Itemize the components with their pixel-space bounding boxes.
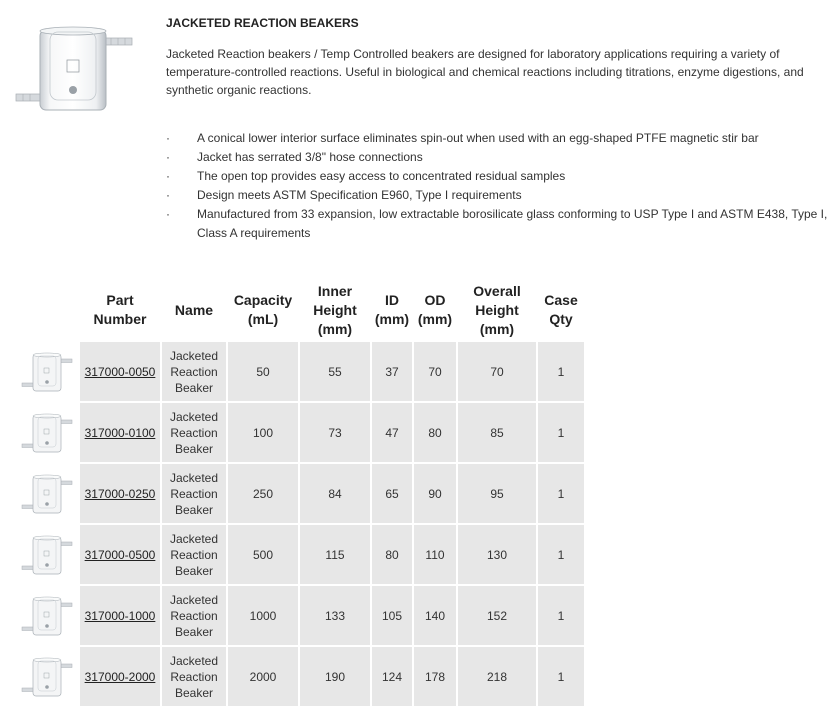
bullet-icon: · [166, 169, 170, 183]
od-cell: 90 [414, 464, 456, 523]
feature-text: A conical lower interior surface eliminates spin-out when used with an egg-shaped PTFE magnetic stir bar [197, 131, 759, 145]
beaker-thumbnail[interactable] [21, 532, 73, 578]
part-number-cell [80, 586, 160, 645]
capacity-cell: 250 [228, 464, 298, 523]
inner-height-cell: 115 [300, 525, 370, 584]
product-title: JACKETED REACTION BEAKERS [166, 16, 359, 30]
beaker-thumbnail[interactable] [21, 471, 73, 517]
bullet-icon: · [166, 150, 170, 164]
table-row [16, 342, 584, 401]
case-qty-cell: 1 [538, 647, 584, 706]
capacity-cell: 100 [228, 403, 298, 462]
spec-table [14, 278, 586, 708]
od-cell: 178 [414, 647, 456, 706]
overall-height-cell: 130 [458, 525, 536, 584]
part-number-cell [80, 647, 160, 706]
part-number-link[interactable]: 317000-2000 [84, 669, 156, 684]
overall-height-cell: 95 [458, 464, 536, 523]
part-number-link[interactable]: 317000-0500 [84, 547, 156, 562]
name-cell: Jacketed Reaction Beaker [162, 464, 226, 523]
table-row [16, 586, 584, 645]
beaker-thumbnail[interactable] [21, 654, 73, 700]
row-image-cell [16, 403, 78, 462]
beaker-product-image [14, 18, 134, 118]
header-part-number: Part Number [80, 280, 160, 340]
capacity-cell: 500 [228, 525, 298, 584]
id-cell: 47 [372, 403, 412, 462]
feature-text: Design meets ASTM Specification E960, Type I requirements [197, 188, 522, 202]
row-image-cell [16, 464, 78, 523]
product-description: Jacketed Reaction beakers / Temp Controlled beakers are designed for laboratory applications requiring a variety of temperature-controlled reactions. Useful in biological and chemical reactions including titrations, enzyme digestions, and synthetic organic reactions. [166, 47, 804, 97]
row-image-cell [16, 586, 78, 645]
header-name: Name [162, 280, 226, 340]
row-image-cell [16, 525, 78, 584]
name-cell: Jacketed Reaction Beaker [162, 342, 226, 401]
overall-height-cell: 218 [458, 647, 536, 706]
od-cell: 110 [414, 525, 456, 584]
inner-height-cell: 73 [300, 403, 370, 462]
beaker-thumbnail[interactable] [21, 410, 73, 456]
inner-height-cell: 55 [300, 342, 370, 401]
row-image-cell [16, 342, 78, 401]
overall-height-cell: 152 [458, 586, 536, 645]
table-header-row [16, 280, 584, 340]
id-cell: 105 [372, 586, 412, 645]
table-row [16, 525, 584, 584]
part-number-cell [80, 403, 160, 462]
case-qty-cell: 1 [538, 525, 584, 584]
bullet-icon: · [166, 207, 170, 221]
table-row [16, 647, 584, 706]
feature-item [166, 205, 830, 243]
case-qty-cell: 1 [538, 464, 584, 523]
overall-height-cell: 85 [458, 403, 536, 462]
inner-height-cell: 133 [300, 586, 370, 645]
header-capacity: Capacity (mL) [228, 280, 298, 340]
table-row [16, 403, 584, 462]
beaker-thumbnail[interactable] [21, 593, 73, 639]
part-number-link[interactable]: 317000-0050 [84, 364, 156, 379]
id-cell: 37 [372, 342, 412, 401]
part-number-cell [80, 525, 160, 584]
od-cell: 70 [414, 342, 456, 401]
header-overall-height: Overall Height (mm) [458, 280, 536, 340]
feature-item [166, 129, 830, 148]
case-qty-cell: 1 [538, 586, 584, 645]
feature-text: Manufactured from 33 expansion, low extractable borosilicate glass conforming to USP Type I and ASTM E438, Type I, Class A requirements [197, 207, 828, 240]
feature-list [166, 129, 830, 243]
feature-item [166, 186, 830, 205]
case-qty-cell: 1 [538, 403, 584, 462]
feature-item [166, 167, 830, 186]
part-number-cell [80, 342, 160, 401]
name-cell: Jacketed Reaction Beaker [162, 525, 226, 584]
bullet-icon: · [166, 188, 170, 202]
bullet-icon: · [166, 131, 170, 145]
header-id: ID (mm) [372, 280, 412, 340]
inner-height-cell: 190 [300, 647, 370, 706]
feature-text: Jacket has serrated 3/8" hose connections [197, 150, 423, 164]
capacity-cell: 2000 [228, 647, 298, 706]
capacity-cell: 1000 [228, 586, 298, 645]
row-image-cell [16, 647, 78, 706]
capacity-cell: 50 [228, 342, 298, 401]
header-od: OD (mm) [414, 280, 456, 340]
name-cell: Jacketed Reaction Beaker [162, 586, 226, 645]
feature-item [166, 148, 830, 167]
od-cell: 140 [414, 586, 456, 645]
part-number-link[interactable]: 317000-0100 [84, 425, 156, 440]
id-cell: 65 [372, 464, 412, 523]
header-image [16, 280, 78, 340]
case-qty-cell: 1 [538, 342, 584, 401]
id-cell: 124 [372, 647, 412, 706]
feature-text: The open top provides easy access to concentrated residual samples [197, 169, 566, 183]
beaker-thumbnail[interactable] [21, 349, 73, 395]
name-cell: Jacketed Reaction Beaker [162, 403, 226, 462]
part-number-link[interactable]: 317000-0250 [84, 486, 156, 501]
table-row [16, 464, 584, 523]
od-cell: 80 [414, 403, 456, 462]
header-inner-height: Inner Height (mm) [300, 280, 370, 340]
part-number-link[interactable]: 317000-1000 [84, 608, 156, 623]
id-cell: 80 [372, 525, 412, 584]
header-case-qty: Case Qty [538, 280, 584, 340]
part-number-cell [80, 464, 160, 523]
overall-height-cell: 70 [458, 342, 536, 401]
name-cell: Jacketed Reaction Beaker [162, 647, 226, 706]
inner-height-cell: 84 [300, 464, 370, 523]
